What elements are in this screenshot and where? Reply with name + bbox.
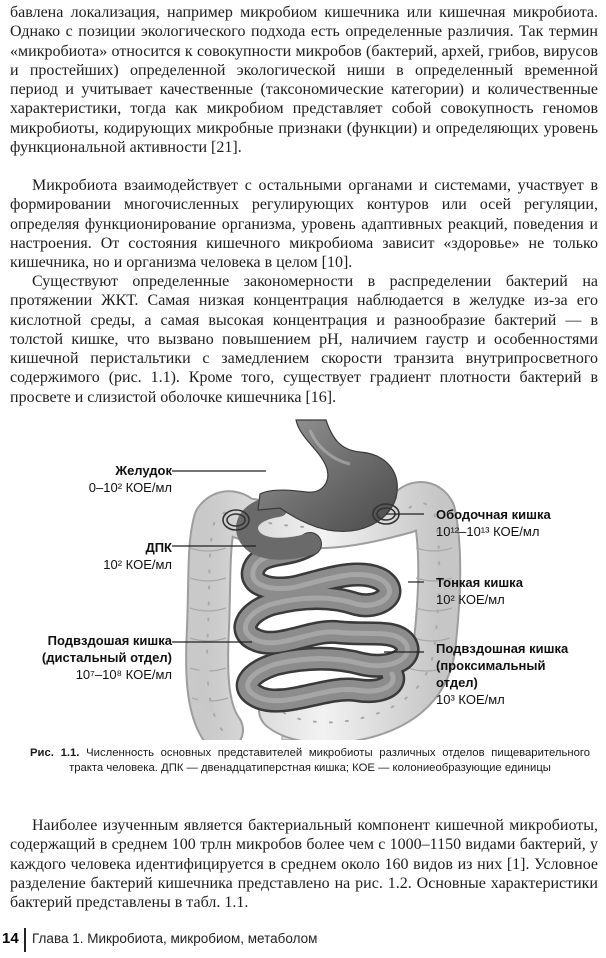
label-colon (436, 506, 551, 540)
label-colon-name: Ободочная кишка (436, 507, 551, 522)
label-ileum-distal-name-1: Подвздошая кишка (47, 633, 172, 648)
label-ileum-distal (42, 632, 172, 683)
figure-caption-label: Рис. 1.1. (30, 747, 80, 759)
label-stomach-value: 0–10² КОЕ/мл (88, 480, 172, 495)
label-small-intestine (436, 574, 523, 608)
label-duodenum (103, 539, 172, 573)
figure-caption (30, 746, 590, 775)
label-ileum-proximal (436, 640, 568, 708)
label-small-intestine-value: 10² КОЕ/мл (436, 592, 505, 607)
running-head: Глава 1. Микробиота, микробиом, метаболом (32, 931, 318, 946)
page-number: 14 (2, 930, 19, 947)
label-ileum-proximal-name-2: (проксимальный (436, 658, 546, 673)
figure-gi-tract (10, 418, 598, 740)
page-footer (0, 928, 606, 952)
paragraph-definitions: бавлена локализация, например микробиом кишечника или кишечная микробиота. Однако с позиции экологического подхода есть определенные различия. Так термин «микробиота» относится к совокупности микробов (бактерий, архей, грибов, вирусов и простейших) определенной экологической ниши в определенный временной период и учитывает качественные (таксономические категории) и количественные характеристики, тогда как микробиом представляет собой совокупность геномов микробиоты, кодирующих микробные признаки (функции) и определяющих уровень функциональной активности [21]. (10, 4, 598, 157)
label-ileum-proximal-name-3: отдел) (436, 675, 478, 690)
label-ileum-distal-value: 10⁷–10⁸ КОЕ/мл (75, 667, 172, 682)
label-duodenum-name: ДПК (145, 540, 172, 555)
label-stomach-name: Желудок (115, 463, 172, 478)
paragraph-bacterial-component: Наиболее изученным является бактериальный компонент кишечной микробиоты, содержащий в среднем 100 трлн микробов более чем с 1000–1150 видами бактерий, у каждого человека идентифицируется в среднем около 160 видов из них [1]. Условное разделение бактерий кишечника представлено на рис. 1.2. Основные характеристики бактерий представлены в табл. 1.1. (10, 817, 598, 912)
footer-divider (24, 928, 26, 952)
figure-caption-text: Численность основных представителей микробиоты различных отделов пищеварительного тракта человека. ДПК — двенадцатиперстная кишка; КОЕ — колониеобразующие единицы (69, 747, 591, 774)
label-ileum-proximal-name-1: Подвздошная кишка (436, 641, 569, 656)
label-stomach (89, 462, 172, 496)
label-duodenum-value: 10² КОЕ/мл (103, 557, 172, 572)
label-ileum-distal-name-2: (дистальный отдел) (41, 650, 172, 665)
paragraph-interaction: Микробиота взаимодействует с остальными органами и системами, участвует в формировании многочисленных регулирующих контуров или осей регуляции, определяя функционирование организма, уровень адаптивных реакций, поведения и настроения. От состояния кишечного микробиома зависит «здоровье» не только кишечника, но и организма человека в целом [10]. (10, 177, 598, 272)
label-small-intestine-name: Тонкая кишка (436, 575, 523, 590)
paragraph-distribution: Существуют определенные закономерности в распределении бактерий на протяжении ЖКТ. Самая низкая концентрация наблюдается в желудке из-за его кислотной среды, а самая высокая концентрация и разнообразие бактерий — в толстой кишке, что вызвано повышением pH, наличием гаустр и особенностями кишечной перистальтики с замедлением скорости транзита внутрипросветного содержимого (рис. 1.1). Кроме того, существует градиент плотности бактерий в просвете и слизистой оболочке кишечника [16]. (10, 273, 598, 406)
label-colon-value: 10¹²–10¹³ КОЕ/мл (436, 524, 540, 539)
label-ileum-proximal-value: 10³ КОЕ/мл (436, 692, 505, 707)
